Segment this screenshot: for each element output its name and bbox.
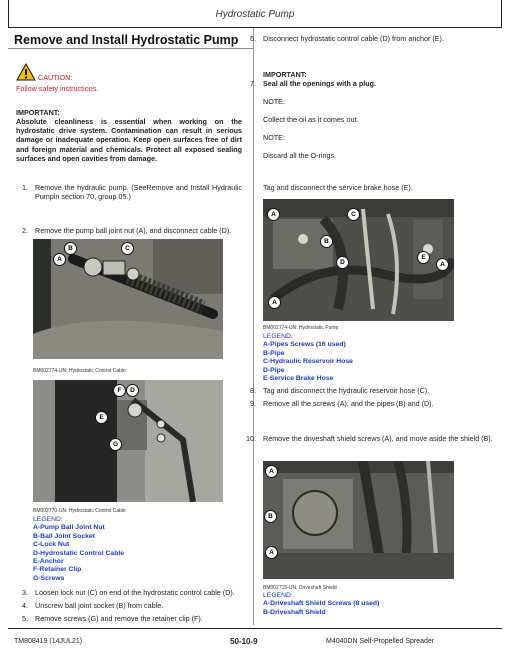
- heading-underline: [8, 48, 253, 49]
- fig3-label-a: A: [436, 258, 449, 271]
- footer-doc-id: TM808419 (14JUL21): [14, 638, 83, 645]
- legend1-item: C-Lock Nut: [33, 541, 70, 549]
- fig3-label-c: C: [347, 208, 360, 221]
- step4-number: 4.: [22, 601, 28, 610]
- figure-driveshaft-shield-photo: [263, 461, 454, 579]
- step4-text: Unscrew ball joint socket (B) from cable.: [35, 601, 164, 610]
- fig2-label-d: D: [126, 384, 139, 397]
- column-divider: [253, 28, 254, 625]
- step10-number: 10.: [246, 434, 256, 443]
- fig2-label-f: F: [113, 384, 126, 397]
- step9-text: Remove all the screws (A), and the pipes (B) and (D).: [263, 399, 434, 408]
- important-text: Absolute cleanliness is essential when working on the hydrostatic drive system. Contamination can result in serious damage or inadequate operation. Keep open surfaces free of dirt and foreign material and chemicals. Protect all exposed sealing surfaces and open cavities from damage.: [16, 117, 242, 163]
- step5-number: 5.: [22, 614, 28, 623]
- step3-text: Loosen lock nut (C) on end of the hydrostatic control cable (D).: [35, 588, 235, 597]
- step6-number: 6.: [250, 34, 256, 43]
- fig3-label-d: D: [336, 256, 349, 269]
- step3-number: 3.: [22, 588, 28, 597]
- fig3-label-a: A: [267, 208, 280, 221]
- legend2-item: C-Hydraulic Reservoir Hose: [263, 358, 353, 366]
- caution-label: CAUTION:: [38, 73, 73, 82]
- step10-text: Remove the driveshaft shield screws (A), and move aside the shield (B).: [263, 434, 493, 443]
- frame-left-edge: [8, 0, 9, 27]
- fig3-label-e: E: [417, 251, 430, 264]
- footer-page-number: 50-10-9: [230, 637, 258, 646]
- fig2-label-g: G: [109, 438, 122, 451]
- figure-hydrostatic-cable-anchor-photo: [33, 380, 223, 502]
- step7-number: 7.: [250, 79, 256, 88]
- fig1-caption: BM002774-UN: Hydrostatic Control Cable: [33, 368, 126, 374]
- legend1-item: A-Pump Ball Joint Nut: [33, 524, 105, 532]
- legend3-item: A-Driveshaft Shield Screws (8 used): [263, 600, 380, 608]
- step5-text: Remove screws (G) and remove the retainer clip (F).: [35, 614, 203, 623]
- legend3-title: LEGEND:: [263, 592, 293, 599]
- note2-text: Discard all the O-rings.: [263, 151, 337, 160]
- fig1-label-b: B: [64, 242, 77, 255]
- frame-right-edge: [501, 0, 502, 27]
- legend2-item: A-Pipes Screws (16 used): [263, 341, 346, 349]
- step9-number: 9.: [250, 399, 256, 408]
- legend2-item: B-Pipe: [263, 349, 285, 357]
- fig3-caption: BM002774-UN: Hydrostatic Pump: [263, 325, 339, 331]
- fig1-label-a: A: [53, 253, 66, 266]
- fig4-caption: BM002715-UN: Driveshaft Shield: [263, 585, 337, 591]
- important-label: IMPORTANT:: [16, 108, 60, 117]
- note1-text: Collect the oil as it comes out.: [263, 115, 359, 124]
- fig4-label-a: A: [265, 546, 278, 559]
- legend1-item: F-Retainer Clip: [33, 566, 82, 574]
- legend2-item: D-Pipe: [263, 366, 285, 374]
- step7-text: Seal all the openings with a plug.: [263, 79, 377, 88]
- step2-text: Remove the pump ball joint nut (A), and disconnect cable (D).: [35, 226, 232, 235]
- fig2-caption: BM002770-UN: Hydrostatic Control Cable: [33, 508, 126, 514]
- footer-model: M4040DN Self-Propelled Spreader: [326, 638, 435, 645]
- fig3-label-a: A: [268, 296, 281, 309]
- legend1-title: LEGEND:: [33, 516, 63, 523]
- caution-text: Follow safety instructions.: [16, 84, 99, 93]
- fig2-label-e: E: [95, 411, 108, 424]
- fig4-label-b: B: [264, 510, 277, 523]
- figure-hydrostatic-pump-photo: [263, 199, 454, 321]
- step6-text: Disconnect hydrostatic control cable (D) from anchor (E).: [263, 34, 444, 43]
- legend1-item: D-Hydrostatic Control Cable: [33, 549, 125, 557]
- page-header-title: Hydrostatic Pump: [215, 9, 295, 20]
- step1-text: Remove the hydraulic pump. (SeeRemove and Install Hydraulic Pumpin section 70, group 05.): [35, 183, 242, 202]
- legend1-item: B-Ball Joint Socket: [33, 532, 95, 540]
- warning-triangle-icon: [16, 63, 36, 86]
- step2-number: 2.: [22, 226, 28, 235]
- section-heading: Remove and Install Hydrostatic Pump: [14, 33, 239, 47]
- step1-number: 1.: [22, 183, 28, 192]
- note1-label: NOTE:: [263, 97, 285, 106]
- legend1-item: E-Anchor: [33, 558, 64, 566]
- legend2-item: E-Service Brake Hose: [263, 375, 334, 383]
- fig4-label-a: A: [265, 465, 278, 478]
- legend2-title: LEGEND:: [263, 333, 293, 340]
- figure-hydrostatic-control-cable-photo: [33, 239, 223, 359]
- legend1-item: G-Screws: [33, 574, 65, 582]
- legend1: [33, 516, 124, 583]
- important-label-right: IMPORTANT:: [263, 70, 307, 79]
- fig1-label-c: C: [121, 242, 134, 255]
- legend3: [263, 592, 379, 617]
- step8-text: Tag and disconnect the hydraulic reservoir hose (C).: [263, 386, 430, 395]
- legend3-item: B-Driveshaft Shield: [263, 608, 326, 616]
- note2-label: NOTE:: [263, 133, 285, 142]
- fig3-label-b: B: [320, 235, 333, 248]
- legend2: [263, 333, 353, 383]
- tag-service-brake-text: Tag and disconnect the service brake hose (E).: [263, 183, 413, 192]
- step8-number: 8.: [250, 386, 256, 395]
